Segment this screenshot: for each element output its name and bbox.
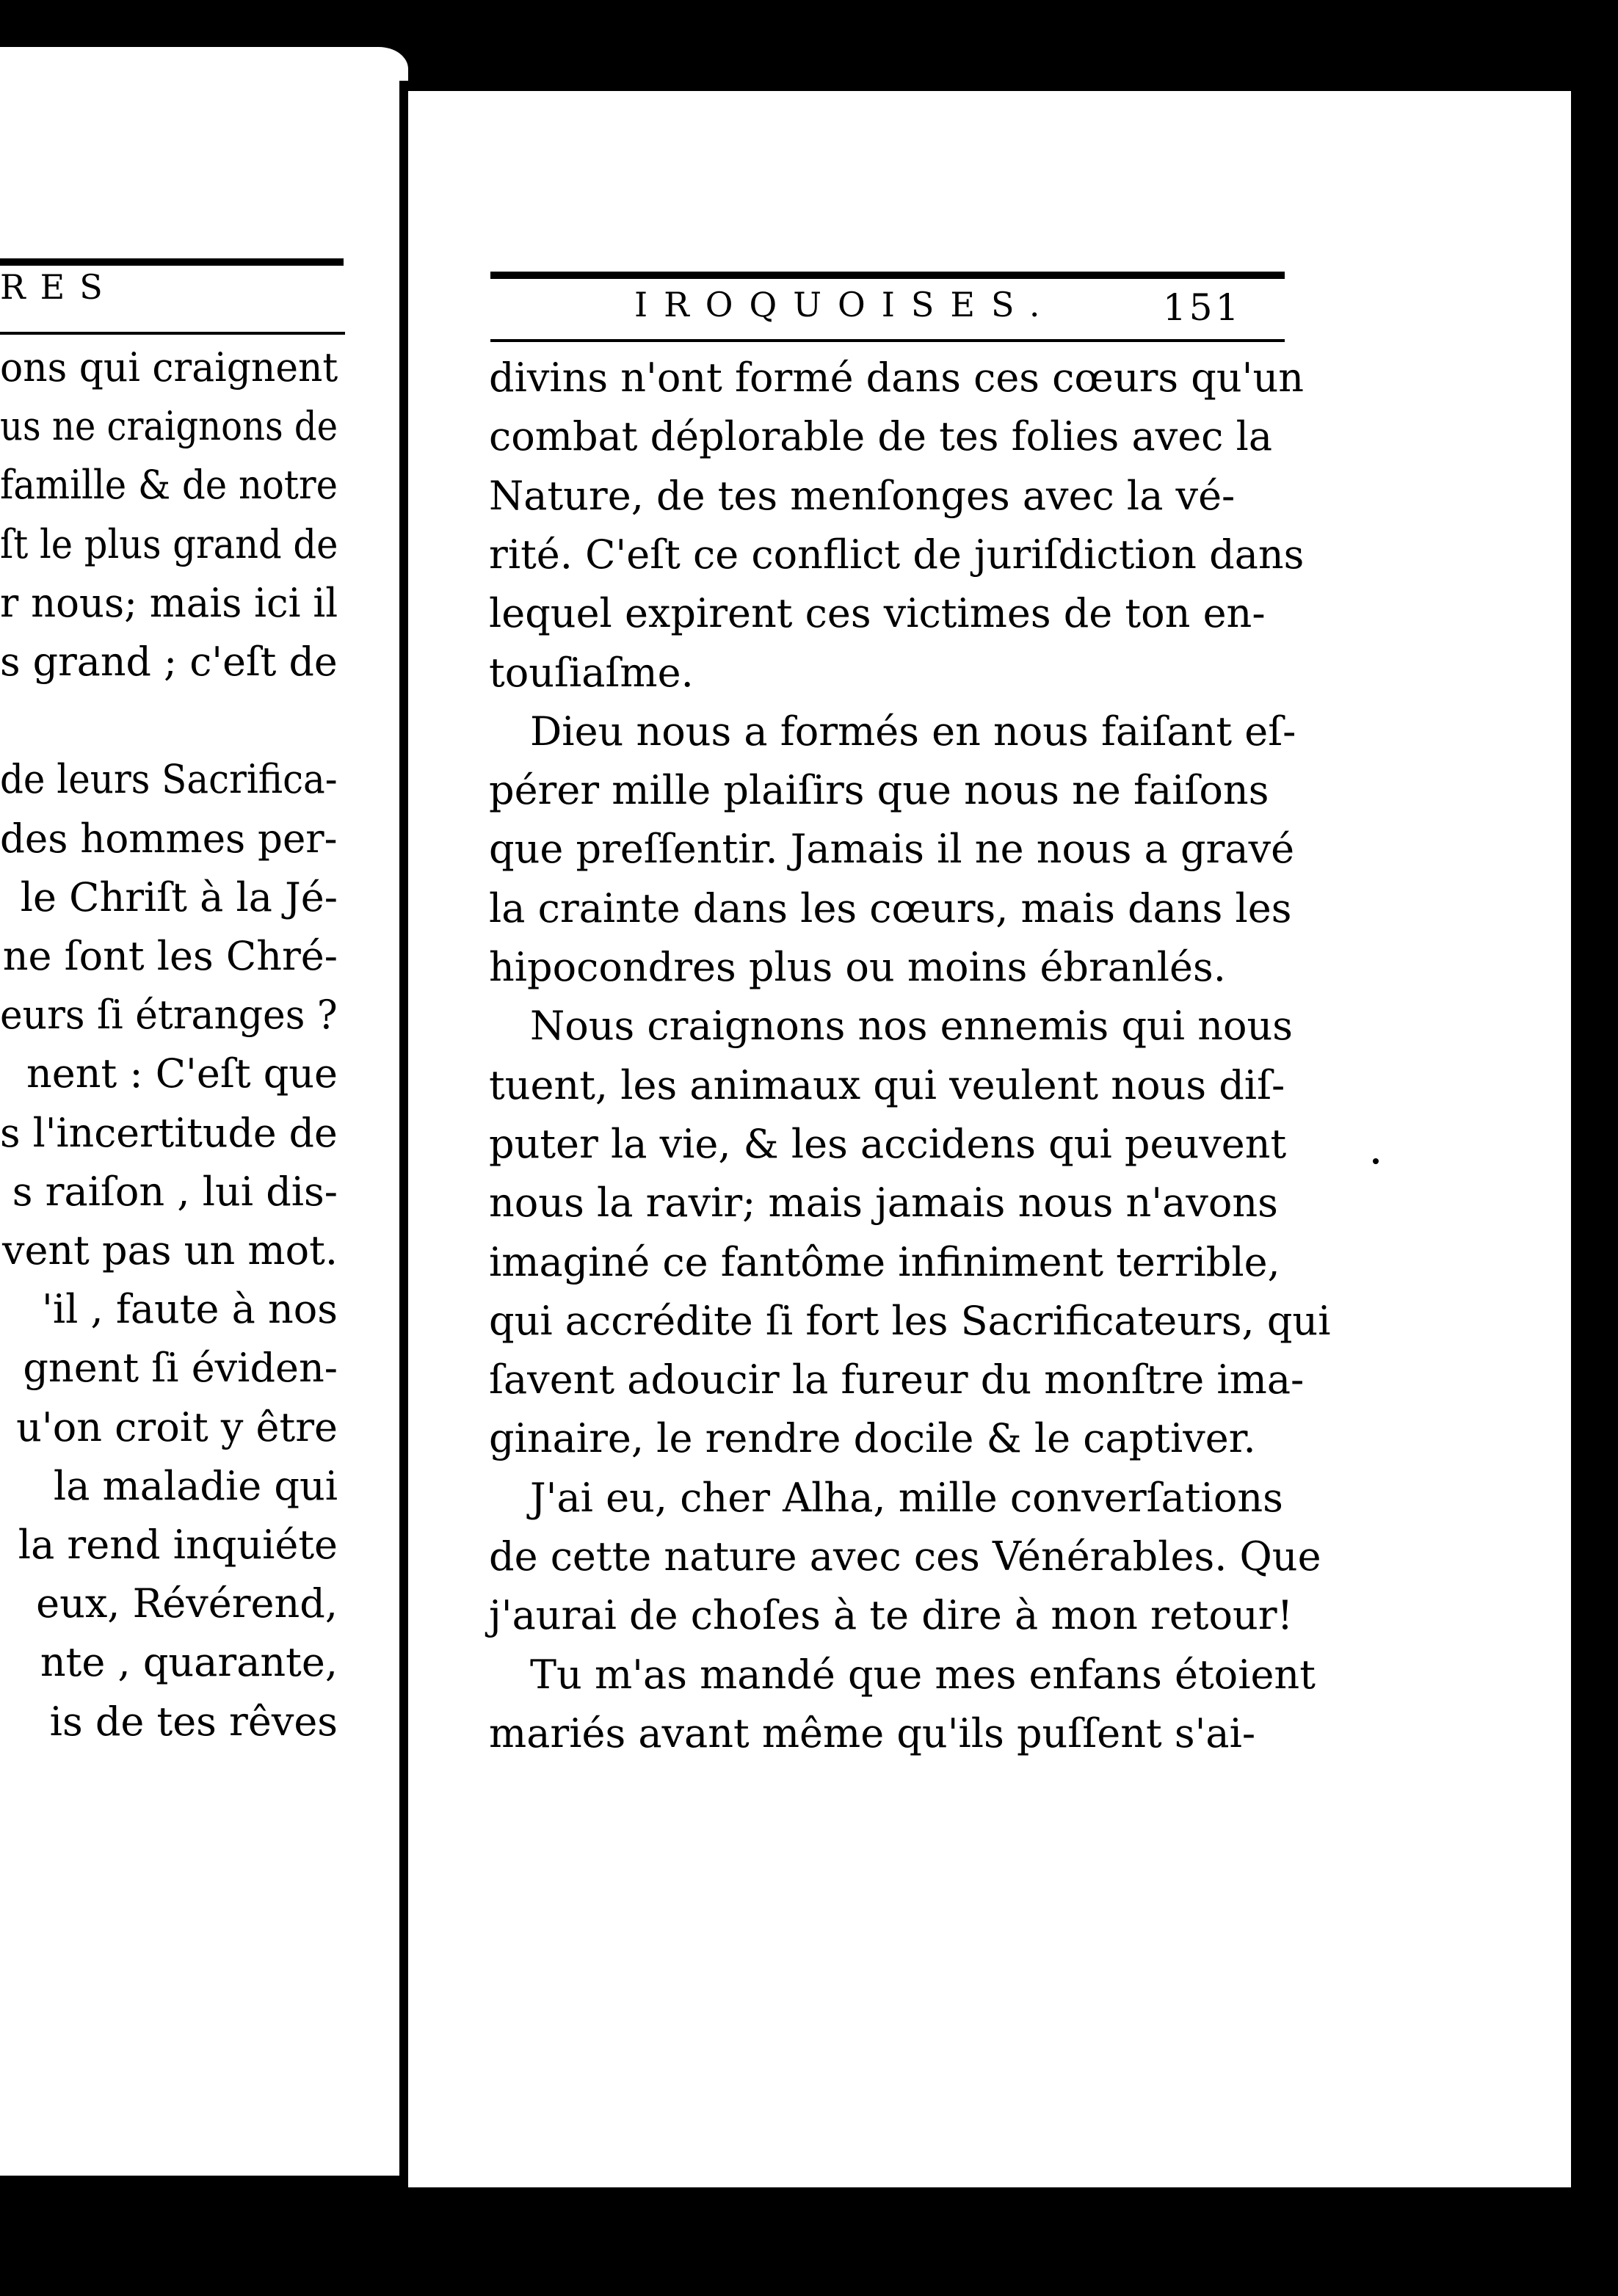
text-line: famille & de notre xyxy=(0,462,338,509)
text-line: ons qui craignent xyxy=(0,344,338,390)
text-line: Nous craignons nos ennemis qui nous xyxy=(530,1003,1293,1050)
text-line: tuent, les animaux qui veulent nous diſ- xyxy=(489,1061,1285,1108)
text-line: nte , quarante, xyxy=(40,1639,338,1686)
text-line: hipocondres plus ou moins ébranlés. xyxy=(489,944,1226,990)
text-line: eurs ſi étranges ? xyxy=(0,992,338,1039)
text-line: ginaire, le rendre docile & le captiver. xyxy=(489,1415,1256,1462)
text-line: la crainte dans les cœurs, mais dans les xyxy=(489,884,1292,931)
text-line: touſiaſme. xyxy=(489,649,694,696)
text-line: la rend inquiéte xyxy=(18,1522,338,1568)
text-line: le Chriſt à la Jé- xyxy=(20,873,338,920)
text-line: nous la ravir; mais jamais nous n'avons xyxy=(489,1180,1278,1227)
text-line: combat déplorable de tes folies avec la xyxy=(489,413,1273,460)
right-running-head: IROQUOISES. xyxy=(634,285,1056,324)
text-line: vent pas un mot. xyxy=(1,1227,338,1274)
scan-speck xyxy=(1373,1158,1379,1164)
text-line: s raiſon , lui dis- xyxy=(12,1168,338,1215)
text-line: que preſſentir. Jamais il ne nous a gravé xyxy=(489,826,1295,873)
header-rule-thin xyxy=(490,339,1285,342)
text-line: divins n'ont formé dans ces cœurs qu'un xyxy=(489,355,1305,401)
text-line: nent : C'eſt que xyxy=(26,1050,338,1097)
text-line: eux, Révérend, xyxy=(36,1580,338,1627)
text-line: ſavent adoucir la fureur du monſtre ima- xyxy=(489,1356,1305,1403)
text-line: Nature, de tes menſonges avec la vé- xyxy=(489,472,1236,519)
text-line: mariés avant même qu'ils puſſent s'ai- xyxy=(489,1710,1256,1756)
page-number: 151 xyxy=(1163,286,1242,329)
header-rule-thick xyxy=(0,258,344,266)
text-line: rité. C'eſt ce conflict de juriſdiction dans xyxy=(489,531,1305,578)
text-line: de cette nature avec ces Vénérables. Que xyxy=(489,1533,1321,1580)
text-line: s l'incertitude de xyxy=(0,1109,338,1156)
left-running-head: RES xyxy=(0,267,117,307)
text-line: de leurs Sacrifica- xyxy=(0,756,338,803)
text-line: Tu m'as mandé que mes enfans étoient xyxy=(530,1651,1316,1698)
text-line: lequel expirent ces victimes de ton en- xyxy=(489,590,1266,637)
text-line: s grand ; c'eſt de xyxy=(0,639,338,685)
header-rule-thin xyxy=(0,332,345,335)
text-line: j'aurai de choſes à te dire à mon retour! xyxy=(489,1592,1294,1639)
text-line: pérer mille plaiſirs que nous ne faiſons xyxy=(489,767,1269,814)
text-line: u'on croit y être xyxy=(16,1403,338,1450)
text-line: Dieu nous a formés en nous faiſant eſ- xyxy=(530,708,1296,755)
text-line: qui accrédite ſi fort les Sacrificateurs, qui xyxy=(489,1297,1331,1344)
right-page xyxy=(408,91,1571,2187)
text-line: des hommes per- xyxy=(0,815,338,862)
text-line: ſt le plus grand de xyxy=(0,520,338,567)
text-line: imaginé ce fantôme infiniment terrible, xyxy=(489,1238,1280,1285)
text-line: r nous; mais ici il xyxy=(0,579,338,626)
left-page xyxy=(0,47,408,2176)
text-line: us ne craignons de xyxy=(0,403,338,450)
text-line: la maladie qui xyxy=(53,1462,338,1509)
text-line: ne ſont les Chré- xyxy=(2,933,338,979)
text-line: puter la vie, & les accidens qui peuvent xyxy=(489,1120,1287,1167)
text-line: J'ai eu, cher Alha, mille converſations xyxy=(530,1474,1283,1521)
text-line: gnent ſi éviden- xyxy=(23,1345,338,1392)
text-line: 'il , faute à nos xyxy=(41,1286,338,1333)
text-line: is de tes rêves xyxy=(49,1698,338,1745)
header-rule-thick xyxy=(490,272,1285,279)
scan-speck xyxy=(1533,1160,1540,1167)
